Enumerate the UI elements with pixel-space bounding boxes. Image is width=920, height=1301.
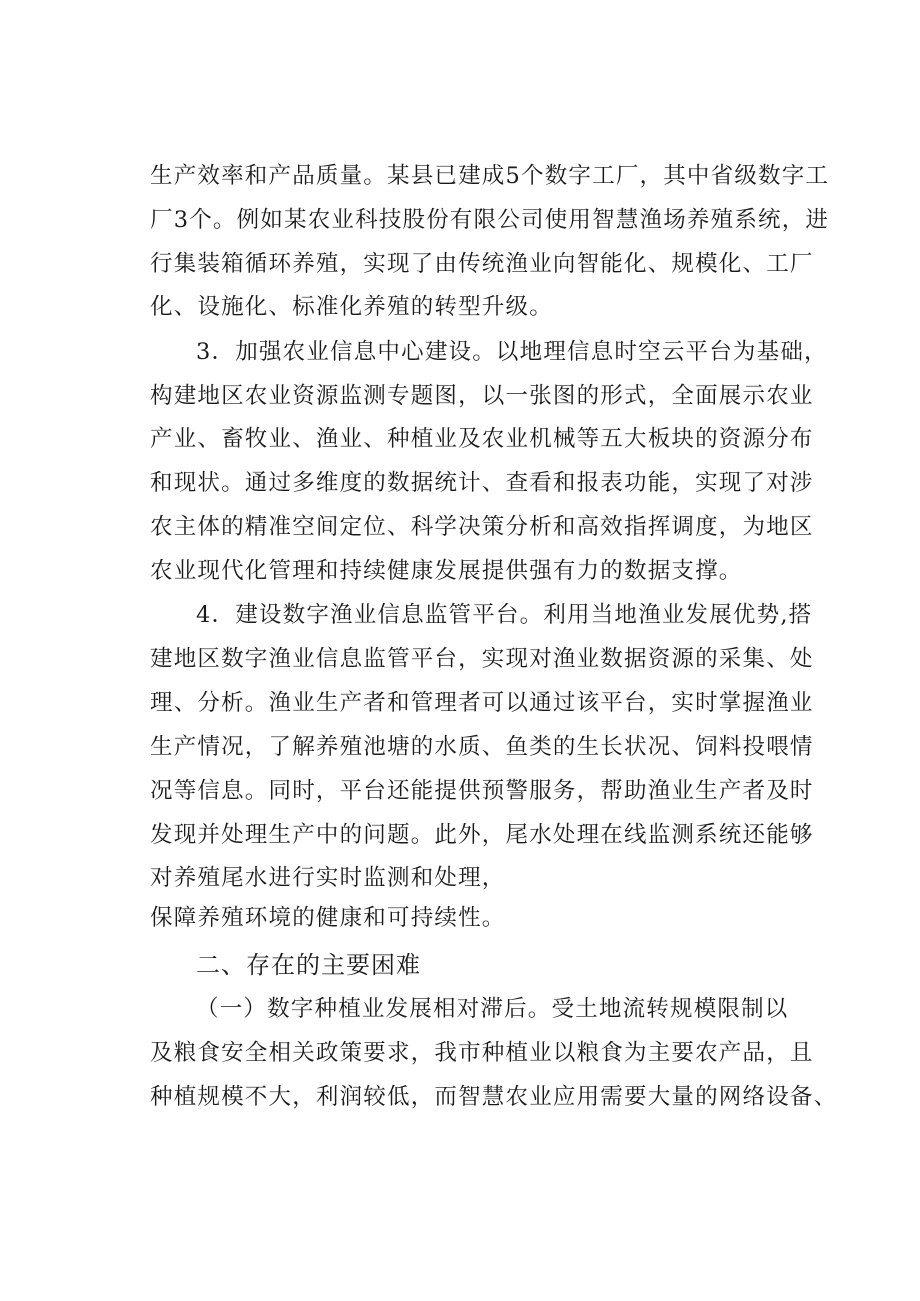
paragraph-line: 行集装箱循环养殖，实现了由传统渔业向智能化、规模化、工厂 [150,251,814,277]
paragraph-line: 种植规模不大，利润较低，而智慧农业应用需要大量的网络设备、 [150,1084,838,1110]
paragraph-line: 农主体的精准空间定位、科学决策分析和高效指挥调度，为地区 [150,514,814,540]
paragraph-line: 和现状。通过多维度的数据统计、查看和报表功能，实现了对涉 [150,470,814,496]
section-heading: 二、存在的主要困难 [196,951,421,979]
paragraph-line: 况等信息。同时，平台还能提供预警服务，帮助渔业生产者及时 [150,778,814,804]
paragraph-line: 保障养殖环境的健康和可持续性。 [150,905,506,931]
paragraph-line: 3．加强农业信息中心建设。以地理信息时空云平台为基础， [196,339,828,365]
paragraph-line: 及粮食安全相关政策要求，我市种植业以粮食为主要农产品，且 [150,1040,814,1066]
paragraph-line: 生产效率和产品质量。某县已建成5个数字工厂，其中省级数字工 [150,163,830,189]
paragraph-line: 对养殖尾水进行实时监测和处理， [150,865,506,891]
paragraph-line: 发现并处理生产中的问题。此外，尾水处理在线监测系统还能够 [150,822,814,848]
paragraph-line: （一）数字种植业发展相对滞后。受土地流转规模限制以 [196,996,789,1022]
paragraph-line: 厂3个。例如某农业科技股份有限公司使用智慧渔场养殖系统，进 [150,207,830,233]
paragraph-line: 产业、畜牧业、渔业、种植业及农业机械等五大板块的资源分布 [150,426,814,452]
paragraph-line: 生产情况，了解养殖池塘的水质、鱼类的生长状况、饲料投喂情 [150,734,814,760]
paragraph-line: 4．建设数字渔业信息监管平台。利用当地渔业发展优势,搭 [196,602,813,628]
paragraph-line: 化、设施化、标准化养殖的转型升级。 [150,294,553,320]
paragraph-line: 理、分析。渔业生产者和管理者可以通过该平台，实时掌握渔业 [150,690,814,716]
paragraph-line: 农业现代化管理和持续健康发展提供强有力的数据支撑。 [150,558,743,584]
paragraph-line: 建地区数字渔业信息监管平台，实现对渔业数据资源的采集、处 [150,646,814,672]
paragraph-line: 构建地区农业资源监测专题图，以一张图的形式，全面展示农业 [150,383,814,409]
